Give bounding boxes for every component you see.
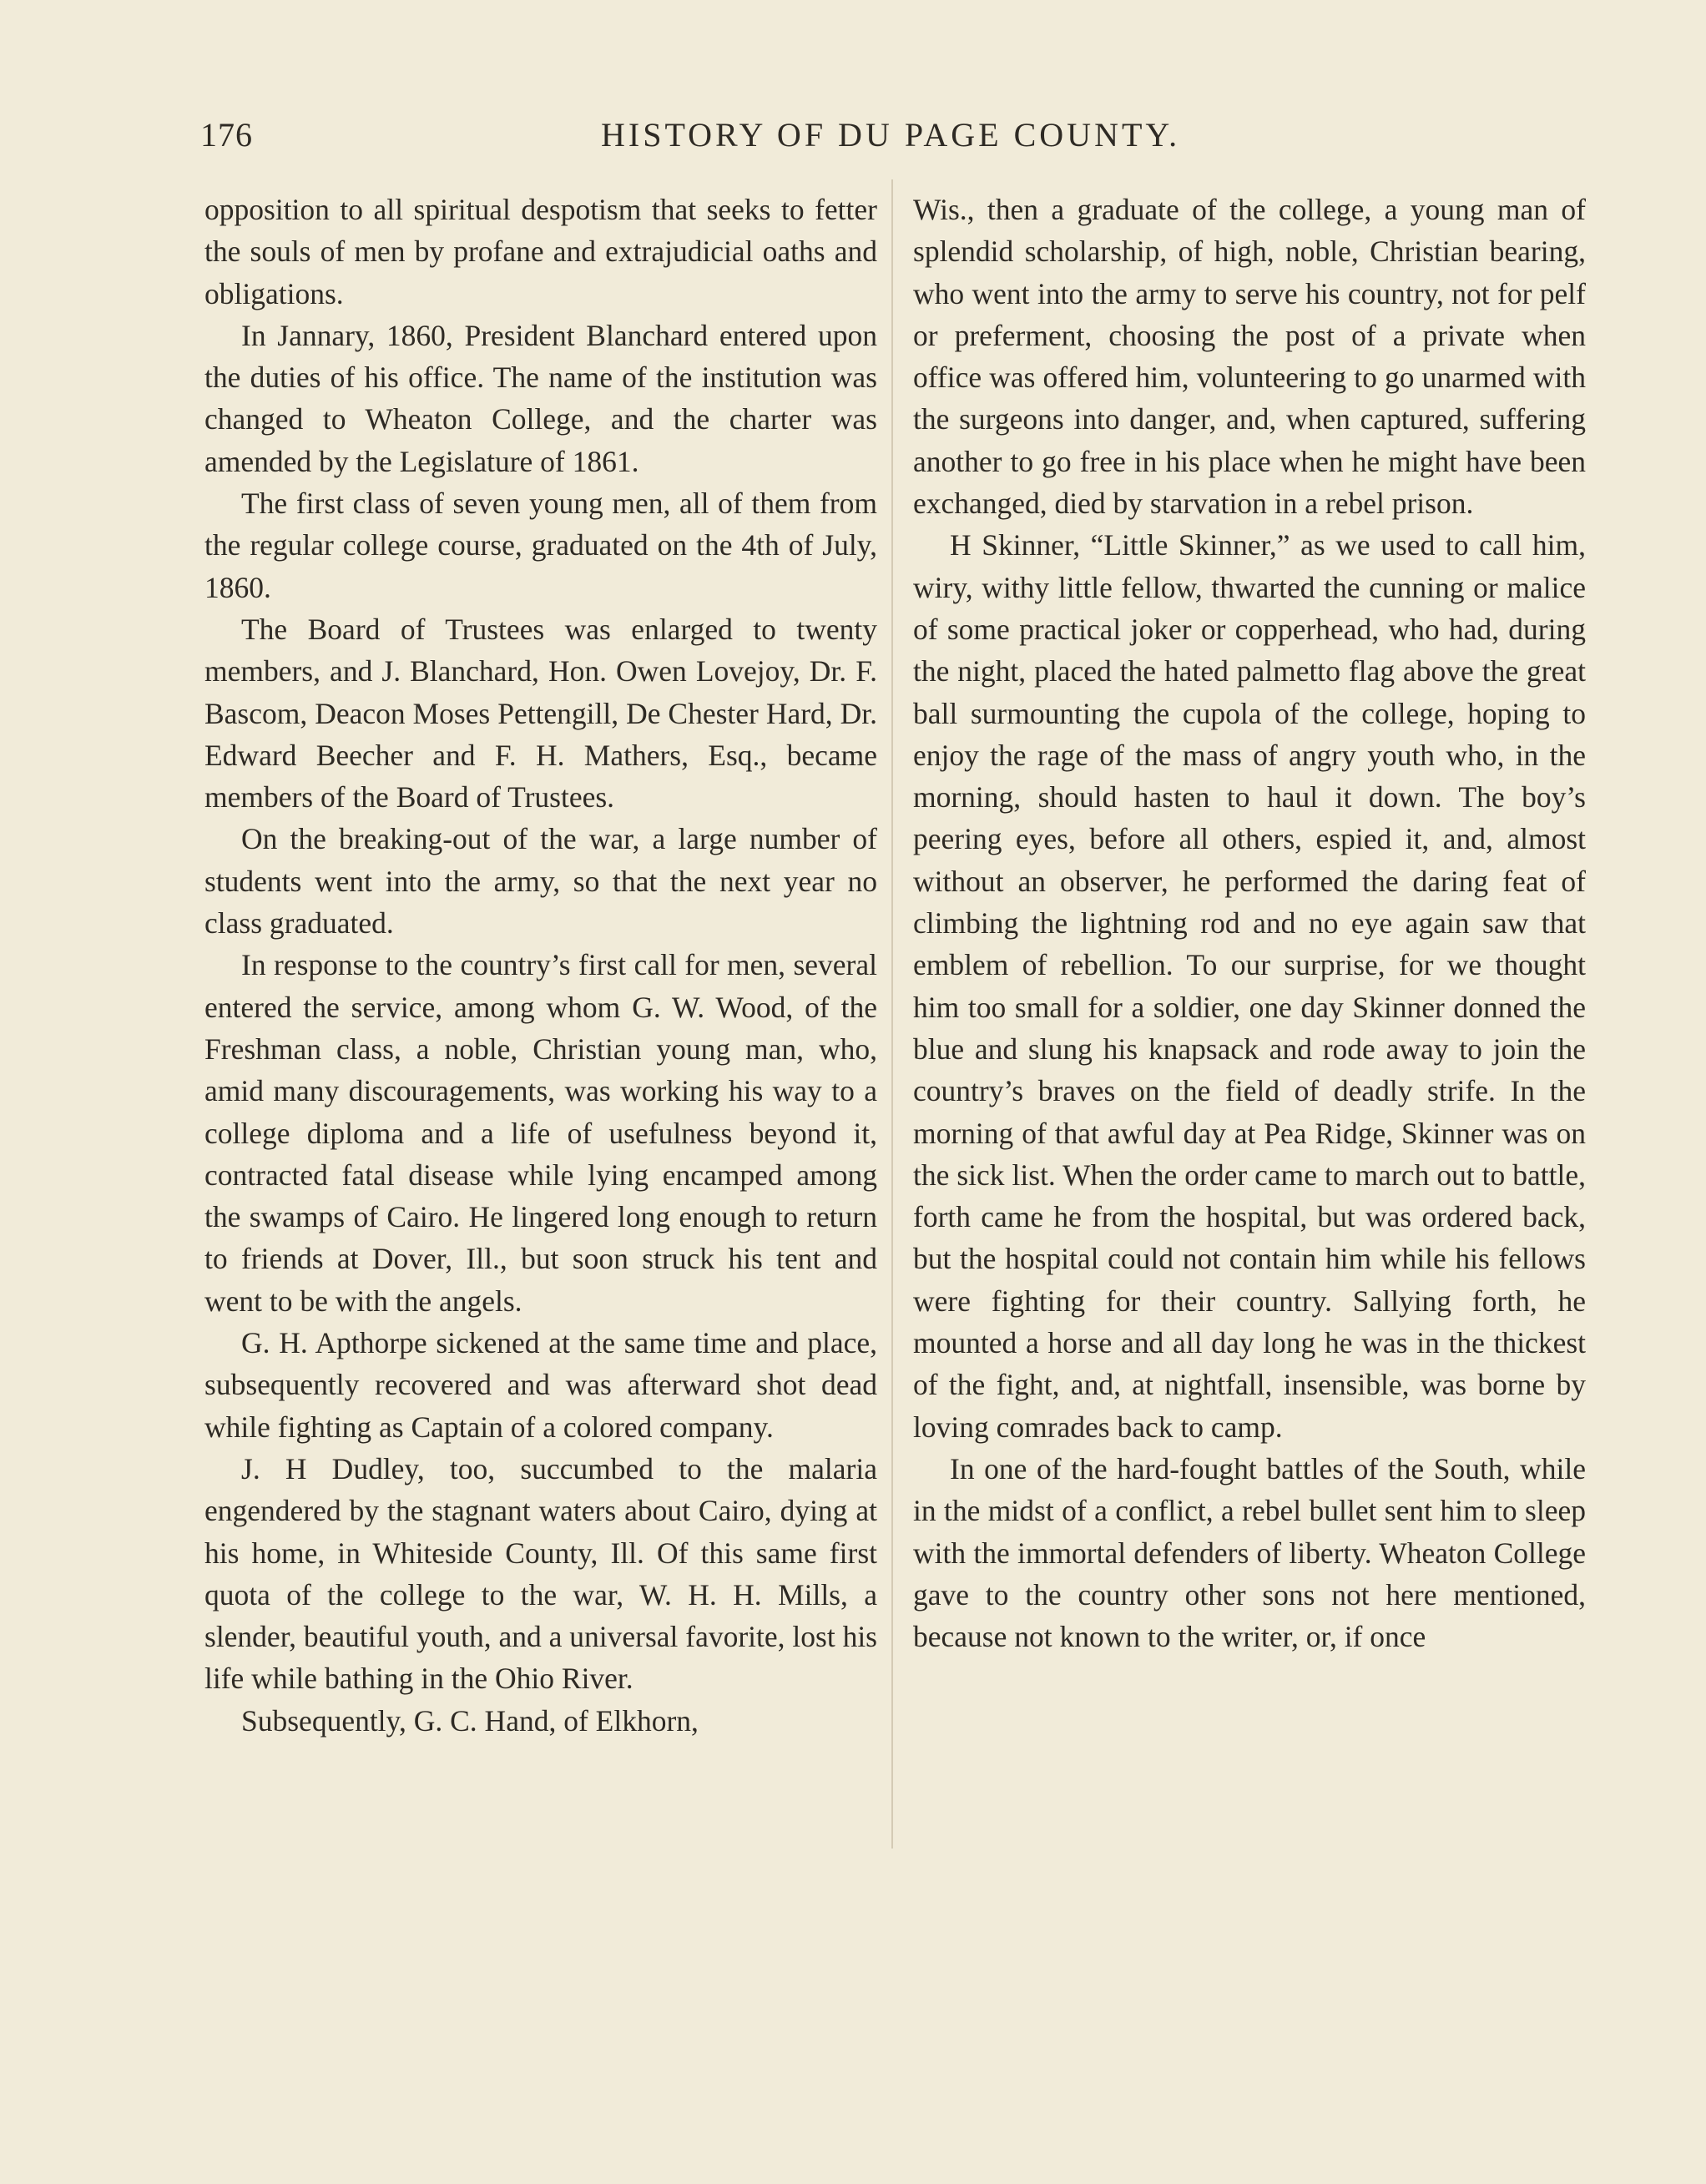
- running-title: HISTORY OF DU PAGE COUNTY.: [601, 116, 1181, 154]
- paragraph: Wis., then a graduate of the college, a young man of splendid scholarship, of high, noble, Christian bearing, who went into the army to serve his country, not for pelf or preferment, choosing the post of a private when office was offered him, volunteering to go unarmed with the surgeons into danger, and, when captured, suffering another to go free in his place when he might have been exchanged, died by starvation in a rebel prison.: [913, 193, 1586, 521]
- paragraph: Subsequently, G. C. Hand, of Elkhorn,: [241, 1703, 699, 1738]
- paragraph: On the breaking-out of the war, a large number of students went into the army, so that the next year no class graduated.: [204, 822, 877, 941]
- paragraph: H Skinner, “Little Skinner,” as we used to call him, wiry, withy little fellow, thwarted the cunning or malice of some practical joker or copperhead, who had, during the night, placed the hated palmetto flag above the great ball surmounting the cupola of the college, hoping to enjoy the rage of the mass of angry youth who, in the morning, should hasten to haul it down. The boy’s peering eyes, before all others, espied it, and, almost without an observer, he performed the daring feat of climbing the lightning rod and no eye again saw that emblem of rebellion. To our surprise, for we thought him too small for a soldier, one day Skinner donned the blue and slung his knapsack and rode away to join the country’s braves on the field of deadly strife. In the morning of that awful day at Pea Ridge, Skinner was on the sick list. When the order came to march out to battle, forth came he from the hospital, but was ordered back, but the hospital could not contain him while his fellows were fighting for their country. Sallying forth, he mounted a horse and all day long he was in the thickest of the fight, and, at nightfall, insensible, was borne by loving comrades back to camp.: [913, 528, 1586, 1444]
- paragraph: The Board of Trustees was enlarged to twenty members, and J. Blanchard, Hon. Owen Lovejoy, Dr. F. Bascom, Deacon Moses Pettengill, De Chester Hard, Dr. Edward Beecher and F. H. Mathers, Esq., became members of the Board of Trustees.: [204, 612, 877, 815]
- column-divider: [891, 179, 893, 1849]
- right-column: [913, 189, 1586, 1657]
- running-head: [200, 115, 1577, 165]
- paragraph: The first class of seven young men, all of them from the regular college course, graduated on the 4th of July, 1860.: [204, 487, 877, 604]
- paragraph: In Jannary, 1860, President Blanchard entered upon the duties of his office. The name of the institution was changed to Wheaton College, and the charter was amended by the Legislature of 1861.: [204, 318, 877, 478]
- paragraph: opposition to all spiritual despotism that seeks to fetter the souls of men by profane and extrajudicial oaths and obligations.: [204, 193, 877, 310]
- paragraph: G. H. Apthorpe sickened at the same time and place, subsequently recovered and was afterward shot dead while fighting as Captain of a colored company.: [204, 1326, 877, 1444]
- paragraph: In one of the hard-fought battles of the South, while in the midst of a conflict, a rebel bullet sent him to sleep with the immortal defenders of liberty. Wheaton College gave to the country other sons not here mentioned, because not known to the writer, or, if once: [913, 1451, 1586, 1654]
- left-column: [204, 189, 877, 1742]
- page-number: 176: [200, 116, 253, 154]
- paragraph: In response to the country’s first call for men, several entered the service, among whom G. W. Wood, of the Freshman class, a noble, Christian young man, who, amid many discouragements, was working his way to a college diploma and a life of usefulness beyond it, contracted fatal disease while lying encamped among the swamps of Cairo. He lingered long enough to return to friends at Dover, Ill., but soon struck his tent and went to be with the angels.: [204, 948, 877, 1318]
- paragraph: J. H Dudley, too, succumbed to the malaria engendered by the stagnant waters about Cairo, dying at his home, in Whiteside County, Ill. Of this same first quota of the college to the war, W. H. H. Mills, a slender, beautiful youth, and a universal favorite, lost his life while bathing in the Ohio River.: [204, 1451, 877, 1696]
